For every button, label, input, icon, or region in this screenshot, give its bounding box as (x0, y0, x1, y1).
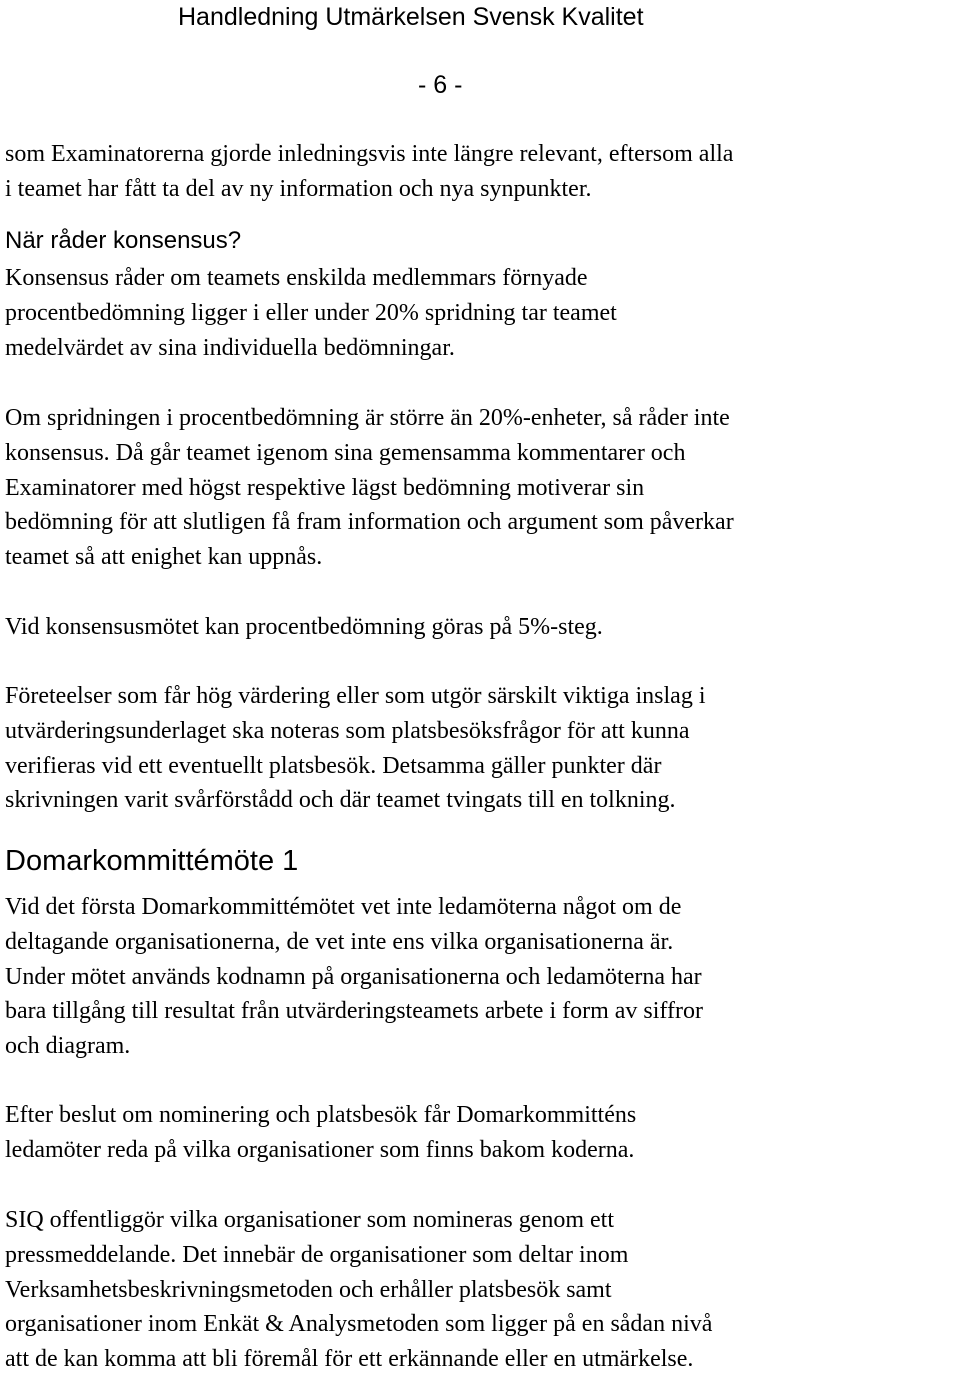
text-line: att de kan komma att bli föremål för ett erkännande eller en utmärkelse. (5, 1346, 694, 1373)
paragraph-siq (5, 1203, 957, 1377)
text-line: Efter beslut om nominering och platsbesök får Domarkommitténs (5, 1102, 637, 1128)
text-line: Examinatorer med högst respektive lägst bedömning motiverar sin (5, 474, 645, 501)
text-line: teamet så att enighet kan uppnås. (5, 544, 323, 571)
text-line: skrivningen varit svårförstådd och där teamet tvingats till en tolkning. (5, 787, 676, 814)
paragraph-domarkommittemote (5, 890, 957, 1064)
text-line: SIQ offentliggör vilka organisationer som nomineras genom ett (5, 1207, 614, 1233)
text-line: utvärderingsunderlaget ska noteras som platsbesöksfrågor för att kunna (5, 717, 690, 744)
text-line: deltagande organisationerna, de vet inte ens vilka organisationerna är. (5, 928, 674, 955)
paragraph-continuation (5, 137, 957, 207)
text-line: Konsensus råder om teamets enskilda medlemmars förnyade (5, 265, 588, 291)
text-line: pressmeddelande. Det innebär de organisationer som deltar inom (5, 1241, 629, 1268)
text-line: bedömning för att slutligen få fram information och argument som påverkar (5, 509, 734, 536)
text-line: procentbedömning ligger i eller under 20% spridning tar teamet (5, 299, 617, 326)
text-line: i teamet har fått ta del av ny information och nya synpunkter. (5, 175, 592, 202)
section-heading-domarkommittemote: Domarkommittémöte 1 (5, 845, 299, 877)
page-header-title: Handledning Utmärkelsen Svensk Kvalitet (178, 3, 644, 31)
paragraph-nominering (5, 1098, 957, 1168)
text-line: ledamöter reda på vilka organisationer som finns bakom koderna. (5, 1136, 635, 1163)
text-line: medelvärdet av sina individuella bedömningar. (5, 334, 455, 361)
text-line: Verksamhetsbeskrivningsmetoden och erhåller platsbesök samt (5, 1276, 612, 1303)
text-line: och diagram. (5, 1033, 131, 1060)
text-line: som Examinatorerna gjorde inledningsvis inte längre relevant, eftersom alla (5, 141, 734, 167)
text-line: Vid konsensusmötet kan procentbedömning göras på 5%-steg. (5, 614, 603, 640)
text-line: organisationer inom Enkät & Analysmetoden som ligger på en sådan nivå (5, 1311, 713, 1338)
text-line: Företeelser som får hög värdering eller som utgör särskilt viktiga inslag i (5, 683, 706, 709)
page-number: - 6 - (418, 71, 463, 99)
subheading-konsensus: När råder konsensus? (5, 227, 242, 254)
text-line: konsensus. Då går teamet igenom sina gemensamma kommentarer och (5, 439, 686, 466)
paragraph-5-procent-steg (5, 610, 957, 645)
paragraph-foreteelser (5, 679, 957, 818)
text-line: Vid det första Domarkommittémötet vet inte ledamöterna något om de (5, 894, 682, 920)
paragraph-spridning (5, 401, 957, 575)
paragraph-konsensus (5, 261, 957, 365)
text-line: Om spridningen i procentbedömning är större än 20%-enheter, så råder inte (5, 405, 730, 431)
text-line: bara tillgång till resultat från utvärderingsteamets arbete i form av siffror (5, 998, 703, 1025)
text-line: verifieras vid ett eventuellt platsbesök. Detsamma gäller punkter där (5, 752, 662, 779)
text-line: Under mötet används kodnamn på organisationerna och ledamöterna har (5, 963, 702, 990)
